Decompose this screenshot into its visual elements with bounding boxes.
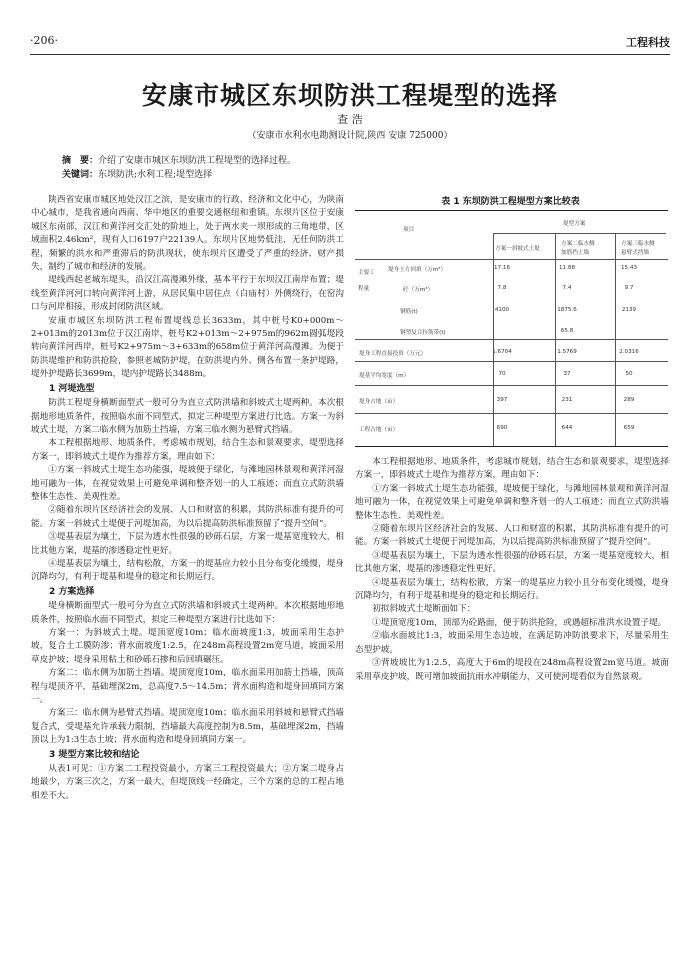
article-title: 安康市城区东坝防洪工程堤型的选择 [141, 81, 558, 110]
right-column [355, 456, 669, 684]
comparison-table [355, 210, 668, 447]
table-rule [493, 233, 666, 234]
abstract-text: 介绍了安康市城区东坝防洪工程堤型的选择过程。 [98, 156, 297, 166]
paragraph: ②临水面坡比1:3，坡面采用生态边坡，在满足防冲防浪要求下，尽量采用生态型护坡。 [355, 631, 669, 655]
running-header [30, 34, 670, 52]
paragraph: ③堤基表层为壤土，下层为透水性很强的砂砾石层，方案一堤基宽度较大，相比其他方案，堤基的渗透稳定性更好。 [31, 532, 344, 556]
table-rule [355, 413, 668, 414]
paragraph: 堤线西起老城东堤头，沿汉江高漫滩外缘，基本平行于东坝汉江南岸布置；堤线至黄洋河河口转向黄洋河上游，从居民集中居住点（白庙村）外侧绕行，在窑沟口与河岸相接，形成封闭防洪区域。 [31, 275, 344, 313]
table-row-label: 砼（万m³） [403, 287, 434, 293]
paragraph: 初拟斜坡式土堤断面如下： [372, 604, 476, 615]
author: 查 浩 [337, 113, 363, 126]
abstract [62, 153, 296, 166]
affiliation: （安康市水利水电勘测设计院,陕西 安康 725000） [247, 131, 453, 141]
table-cell: 7.8 [497, 285, 507, 291]
table-head-item: 项目 [403, 227, 415, 233]
table-cell: 397 [496, 397, 508, 403]
paragraph: ①方案一斜坡式土堤生态功能强，堤坡便于绿化，与滩地园林景观和黄洋河湿地可融为一体，在视觉效果上可避免单调和整齐划一的人工痕迹；而直立式防洪墙整体生态性、美观性差。 [355, 483, 669, 521]
table-rule [355, 385, 668, 386]
table-col-head: 方案三临水侧 悬臂式挡墙 [621, 241, 655, 256]
left-column [31, 194, 344, 803]
table-cell: 50 [625, 371, 633, 377]
table-row-label: 工程占地（亩） [359, 427, 399, 433]
keywords [62, 167, 212, 180]
table-cell: 289 [623, 397, 635, 403]
table-cell: 644 [561, 425, 573, 431]
table-cell: 9.7 [624, 285, 634, 291]
paragraph: 方案一：为斜坡式土堤。堤顶宽度10m；临水面坡度1:3，坡面采用生态护坡，复合土工膜防渗；背水面坡度1:2.5，在248m高程设置2m宽马道，坡面采用草皮护坡；堤身采用粘土和砂砾石掺和后回填碾压。 [31, 628, 344, 665]
table-cell: 1.6704 [492, 349, 512, 355]
table-cell: 70 [498, 371, 506, 377]
table-cell: 231 [561, 397, 573, 403]
paragraph: ④堤基表层为壤土，结构松散，方案一的堤基应力较小且分布变化缓慢，堤身沉降均匀，有利于堤基和堤身的稳定和长期运行。 [31, 558, 344, 583]
table-cell: 17.16 [493, 265, 510, 271]
table-cell: 1.5769 [557, 349, 577, 355]
paragraph: ④堤基表层为壤土，结构松散，方案一的堤基应力较小且分布变化缓慢，堤身沉降均匀，有利于堤基和堤身的稳定和长期运行。 [355, 577, 669, 602]
paragraph: ③堤基表层为壤土，下层为透水性很强的砂砾石层，方案一堤基宽度较大，相比其他方案，堤基的渗透稳定性更好。 [355, 550, 669, 575]
paragraph: 方案三：临水侧为悬臂式挡墙。堤顶宽度10m；临水面采用斜坡和悬臂式挡墙复合式，受堤基允许承载力限制，挡墙最大高度控制为8.5m，基础埋深2m，挡墙顶以上为1:3生态土坡；背水面构造和堤身回填同方案一。 [31, 708, 344, 746]
table-rule [355, 259, 668, 260]
paragraph: ②随着东坝片区经济社会的发展、人口和财富的积累，其防洪标准有提升的可能。方案一斜坡式土堤便于河堤加高，为以后提高防洪标准预留了“提升空间”。 [31, 505, 344, 529]
section-heading: 2 方案选择 [49, 586, 95, 597]
table-head-group: 堤型方案 [563, 221, 586, 227]
keywords-label: 关键词： [62, 170, 99, 180]
table-caption: 表 1 东坝防洪工程堤型方案比较表 [441, 197, 580, 207]
table-rule [355, 361, 668, 362]
table-cell: 1875.6 [557, 307, 577, 313]
table-rule [355, 339, 668, 340]
table-row-label: 钢塑复合拉筋带(t) [400, 330, 446, 336]
page-number: ·206· [30, 34, 58, 47]
table-vrule [555, 233, 556, 446]
paragraph: ②随着东坝片区经济社会的发展、人口和财富的积累，其防洪标准有提升的可能。方案一斜坡式土堤便于河堤加高，为以后提高防洪标准预留了“提升空间”。 [355, 524, 669, 548]
paragraph: 从表1可见：①方案二工程投资最小，方案三工程投资最大；②方案二堤身占地最少，方案三次之，方案一最大，但堤顶线一经确定，三个方案的总的工程占地相差不大。 [31, 764, 344, 801]
table-cell: 659 [623, 425, 635, 431]
table-cell: 2.0316 [619, 349, 639, 355]
paragraph: ①方案一斜坡式土堤生态功能强，堤坡便于绿化，与滩地园林景观和黄洋河湿地可融为一体，在视觉效果上可避免单调和整齐划一的人工痕迹；而直立式防洪墙整体生态性、美观性差。 [31, 465, 344, 502]
table-cell: 7.4 [562, 285, 572, 291]
table-col-head: 方案二临水侧 加筋挡土墙 [561, 241, 595, 256]
table-row-label: 堤基平均宽度（m） [359, 373, 410, 379]
table-cell: 690 [496, 425, 508, 431]
header-rule [30, 54, 670, 55]
table-cell: 37 [563, 371, 571, 377]
paragraph: ③背坡坡比为1:2.5，高度大于6m的堤段在248m高程设置2m宽马道。坡面采用草皮护坡，既可增加坡面抗雨水冲刷能力，又可使河堤看似为自然景观。 [355, 658, 669, 682]
paragraph: ①堤顶宽度10m，顶部为砼路面，便于防洪抢险，或遇超标准洪水设置子堤。 [372, 617, 667, 628]
paragraph: 防洪工程堤身横断面型式一般可分为直立式防洪墙和斜坡式土堤两种。本次根据地形地质条件，按照临水面不同型式，拟定三种堤型方案进行比选。方案一为斜坡式土堤，方案二临水侧为加筋土挡墙，方案三临水侧为悬臂式挡墙。 [31, 398, 344, 435]
section-heading: 1 河堤选型 [49, 383, 95, 394]
table-cell: 4100 [494, 307, 510, 313]
abstract-label: 摘 要： [62, 156, 99, 166]
paragraph: 陕西省安康市城区地处汉江之滨，是安康市的行政、经济和文化中心，为陕南中心城市，是我省通向西南、华中地区的重要交通枢纽和重镇。东坝片区位于安康城区东南部，汉江和黄洋河交汇处的阶地上，处于两水夹一坝形成的三角地带，区域面积2.46km²，现有人口6197户22139人。东坝片区地势低洼，无任何防洪工程，频繁的洪水和严重滞后的防洪现状，使东坝片区遭受了严重的经济、财产损失，制约了城市和经济的发展。 [31, 195, 344, 273]
keywords-text: 东坝防洪;水利工程;堤型选择 [98, 170, 213, 180]
table-cell: 65.8 [560, 328, 574, 334]
table-col-head: 方案一斜坡式土堤 [495, 246, 540, 252]
table-cell: 2139 [621, 307, 637, 313]
table-vrule [493, 233, 494, 446]
paragraph: 本工程根据地形、地质条件，考虑城市规划，结合生态和景观要求，堤型选择方案一，即斜坡式土堤作为推荐方案，理由如下： [31, 438, 344, 462]
table-row-label: 堤身土方回填（万m³） [388, 267, 447, 273]
table-row-label: 堤身占地（亩） [359, 399, 399, 405]
table-vrule [615, 233, 616, 446]
paragraph: 方案二：临水侧为加筋土挡墙。堤顶宽度10m，临水面采用加筋土挡墙，顶高程与堤顶齐平，基础埋深2m，总高度7.5～14.5m；背水面构造和堤身回填同方案一。 [31, 668, 344, 706]
section-heading: 3 堤型方案比较和结论 [49, 749, 140, 760]
table-row-label: 堤身工程直接投资（万元） [359, 351, 427, 357]
table-group-label: 主要工 程量 [358, 270, 375, 292]
journal-name: 工程科技 [626, 36, 670, 49]
paragraph: 本工程根据地形、地质条件，考虑城市规划，结合生态和景观要求，堤型选择方案一，即斜坡式土堤作为推荐方案，理由如下： [355, 457, 669, 481]
table-cell: 15.43 [620, 265, 637, 271]
paragraph: 安康市城区东坝防洪工程布置堤线总长3633m，其中桩号K0+000m～2+013m的2013m位于汉江南岸，桩号K2+013m～2+975m的962m圆弧堤段转向黄洋河西岸，桩号K2+975m～3+633m的658m位于黄洋河高漫滩。为便于防洪堤维护和防洪抢险，参照老城防护堤，在防洪堤内外、侧各布置一条护堤路，堤外护堤路长3699m，堤内护堤路长3488m。 [31, 315, 344, 380]
paragraph: 堤身横断面型式一般可分为直立式防洪墙和斜坡式土堤两种。本次根据地形地质条件，按照临水面不同型式，拟定三种堤型方案进行比选如下： [31, 601, 344, 625]
table-cell: 11.88 [558, 265, 575, 271]
table-row-label: 钢筋(t) [400, 309, 418, 315]
